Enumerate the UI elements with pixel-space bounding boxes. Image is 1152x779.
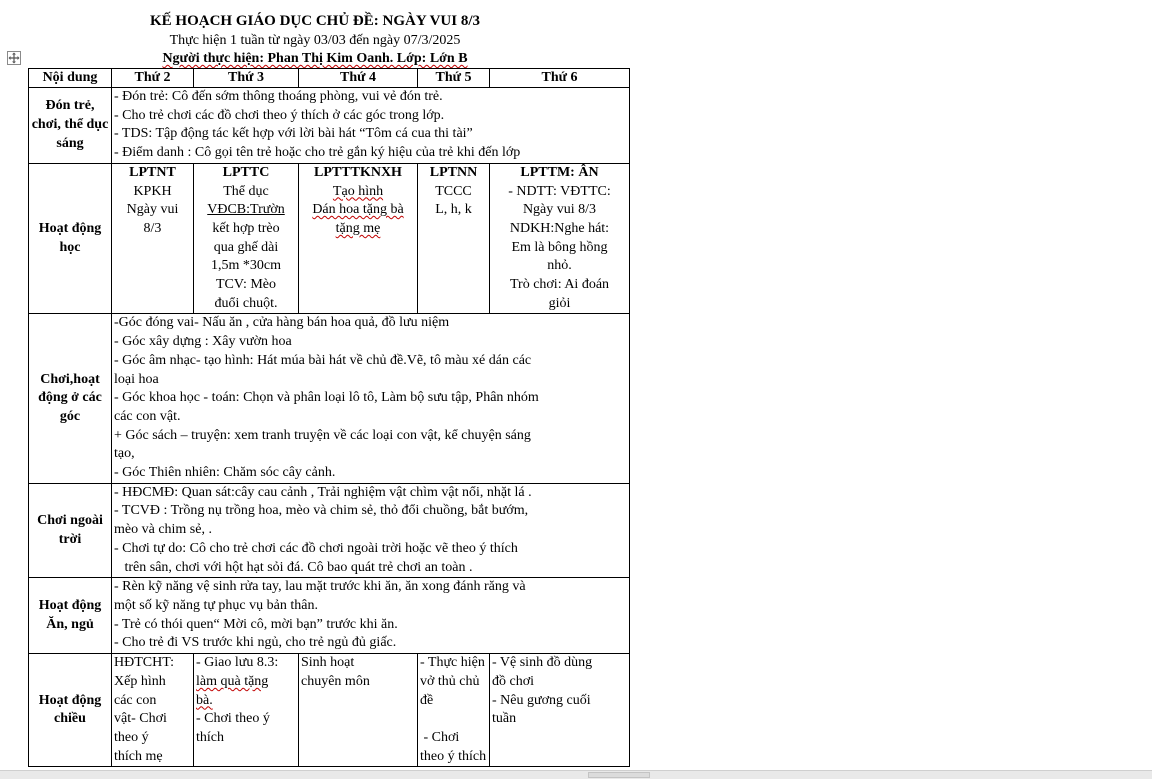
text-line: loại hoa [114, 371, 159, 387]
row-hoat-dong-chieu [29, 654, 630, 767]
author-text: Người thực hiện: Phan Thị Kim Oanh. Lớp: Lớn B [162, 51, 468, 66]
text-line: chuyên môn [301, 673, 370, 689]
hoc-thu-5 [418, 163, 490, 314]
lesson-plan-table [28, 68, 630, 767]
hoc-thu-3 [194, 163, 299, 314]
text-line: giỏi [548, 295, 571, 311]
subject-head: LPTNN [429, 164, 478, 180]
chieu-thu-6 [490, 654, 630, 767]
text-line: - Giao lưu 8.3: [196, 655, 279, 671]
text-line: NDKH:Nghe hát: [509, 220, 610, 236]
text-line: thích [196, 729, 224, 745]
hoc-thu-4 [299, 163, 418, 314]
text-line: -Góc đóng vai- Nấu ăn , cửa hàng bán hoa quả, đồ lưu niệm [114, 315, 450, 331]
text-line: thích mẹ [114, 748, 163, 764]
text-line: + Góc sách – truyện: xem tranh truyện về các loại con vật, kể chuyện sáng [114, 427, 531, 443]
text-line: KPKH [133, 183, 172, 199]
text-line [301, 220, 415, 239]
subject-head: LPTTM: ÂN [520, 164, 599, 180]
don-tre-content [112, 88, 630, 164]
text-line: - Thực hiện [420, 655, 485, 671]
text-line: Ngày vui [126, 202, 179, 218]
text-line: Thể dục [223, 183, 269, 199]
text-line: theo ý [114, 729, 149, 745]
text-line [196, 673, 296, 692]
text-span: tặng mẹ [335, 220, 381, 236]
text-line: đuổi chuột. [214, 295, 278, 311]
text-line: - Chơi theo ý [196, 711, 270, 727]
text-line: - Góc xây dựng : Xây vườn hoa [114, 334, 292, 350]
scrollbar-thumb[interactable] [588, 772, 650, 778]
text-line: HĐTCHT: [114, 655, 174, 671]
header-thu-5: Thứ 5 [418, 69, 490, 88]
text-line: - Góc khoa học - toán: Chọn và phân loại lô tô, Làm bộ sưu tập, Phân nhóm [114, 390, 539, 406]
choi-ngoai-troi-content [112, 483, 630, 578]
text-line: các con vật. [114, 408, 181, 424]
text-line: kết hợp trèo [212, 220, 280, 236]
text-line: nhỏ. [547, 258, 572, 274]
an-ngu-content [112, 578, 630, 654]
row-label-hoat-dong-hoc: Hoạt động học [29, 163, 112, 314]
subject-head: LPTNT [129, 164, 176, 180]
text-line: - Góc âm nhạc- tạo hình: Hát múa bài hát về chủ đề.Vẽ, tô màu xé dán các [114, 352, 532, 368]
text-line: Trò chơi: Ai đoán [509, 277, 610, 293]
text-line: Ngày vui 8/3 [522, 202, 597, 218]
text-line: - Trẻ có thói quen“ Mời cô, mời bạn” trước khi ăn. [114, 616, 398, 632]
row-label-don-tre: Đón trẻ, chơi, thể dục sáng [29, 88, 112, 164]
header-noi-dung: Nội dung [29, 69, 112, 88]
subject-head: LPTTTKNXH [314, 164, 402, 180]
text-line: - Nêu gương cuối [492, 692, 591, 708]
row-label-an-ngu: Hoạt động Ăn, ngủ [29, 578, 112, 654]
text-line: - Cho trẻ đi VS trước khi ngủ, cho trẻ ngủ đủ giấc. [114, 635, 397, 651]
text-span: bà. [196, 692, 213, 708]
row-label-choi-ngoai-troi: Chơi ngoài trời [29, 483, 112, 578]
text-line [420, 710, 487, 729]
text-line: - NDTT: VĐTTC: [508, 183, 611, 199]
text-line: tạo, [114, 446, 135, 462]
text-line: Sinh hoạt [301, 655, 355, 671]
text-line: VĐCB:Trườn [207, 202, 285, 218]
text-line: - Đón trẻ: Cô đến sớm thông thoáng phòng, vui vẻ đón trẻ. [114, 89, 443, 104]
text-line: 8/3 [143, 220, 162, 236]
text-span: Dán hoa tặng bà [312, 202, 404, 218]
text-span: làm quà tặng [196, 673, 269, 689]
document-author [0, 50, 630, 68]
text-line: - Điểm danh : Cô gọi tên trẻ hoặc cho trẻ gắn ký hiệu của trẻ khi đến lớp [114, 145, 521, 161]
text-line: đồ chơi [492, 673, 535, 689]
row-an-ngu [29, 578, 630, 654]
text-line: - Chơi [420, 729, 460, 745]
row-don-tre [29, 88, 630, 164]
text-line: - Chơi tự do: Cô cho trẻ chơi các đồ chơi ngoài trời hoặc vẽ theo ý thích [114, 540, 518, 556]
text-line: mèo và chim sẻ, . [114, 522, 212, 538]
document-title: KẾ HOẠCH GIÁO DỤC CHỦ ĐỀ: NGÀY VUI 8/3 [149, 13, 480, 29]
chieu-thu-2 [112, 654, 194, 767]
row-label-choi-goc: Chơi,hoạt động ở các góc [29, 314, 112, 483]
text-line: Xếp hình [114, 673, 166, 689]
text-line: qua ghế dài [213, 239, 279, 255]
document-subtitle: Thực hiện 1 tuần từ ngày 03/03 đến ngày 07/3/2025 [169, 33, 461, 48]
row-choi-goc [29, 314, 630, 483]
text-line: TCV: Mèo [215, 277, 276, 293]
chieu-thu-3 [194, 654, 299, 767]
table-move-handle-icon[interactable] [7, 51, 21, 65]
header-row [29, 69, 630, 88]
text-line: đề [420, 692, 434, 708]
row-hoat-dong-hoc [29, 163, 630, 314]
subject-head: LPTTC [222, 164, 270, 180]
text-line: tuần [492, 711, 517, 727]
text-line: L, h, k [435, 202, 472, 218]
row-choi-ngoai-troi [29, 483, 630, 578]
text-line: vở thủ chủ [420, 673, 480, 689]
choi-goc-content [112, 314, 630, 483]
text-line: - Cho trẻ chơi các đồ chơi theo ý thích ở các góc trong lớp. [114, 107, 445, 123]
text-line: - Góc Thiên nhiên: Chăm sóc cây cảnh. [114, 465, 336, 481]
text-line: vật- Chơi [114, 711, 167, 727]
header-thu-3: Thứ 3 [194, 69, 299, 88]
text-span: Tạo hình [332, 183, 384, 199]
row-label-hoat-dong-chieu: Hoạt động chiều [29, 654, 112, 767]
text-line: trên sân, chơi với hột hạt sỏi đá. Cô bao quát trẻ chơi an toàn . [114, 559, 473, 575]
text-line: TCCC [435, 183, 472, 199]
text-line: Em là bông hồng [511, 239, 608, 255]
text-line: một số kỹ năng tự phục vụ bản thân. [114, 597, 318, 613]
header-thu-6: Thứ 6 [490, 69, 630, 88]
text-line: - Rèn kỹ năng vệ sinh rửa tay, lau mặt trước khi ăn, ăn xong đánh răng và [114, 579, 526, 595]
text-line [301, 201, 415, 220]
text-line: theo ý thích [420, 748, 487, 764]
hoc-thu-6 [490, 163, 630, 314]
text-line: - Vệ sinh đồ dùng [492, 655, 593, 671]
header-thu-2: Thứ 2 [112, 69, 194, 88]
text-line: 1,5m *30cm [211, 258, 281, 274]
text-line: - TDS: Tập động tác kết hợp với lời bài hát “Tôm cá cua thi tài” [114, 126, 473, 142]
text-line [301, 183, 415, 202]
header-thu-4: Thứ 4 [299, 69, 418, 88]
text-line: các con [114, 692, 157, 708]
hoc-thu-2 [112, 163, 194, 314]
text-line: - HĐCMĐ: Quan sát:cây cau cảnh , Trải nghiệm vật chìm vật nổi, nhặt lá . [114, 484, 532, 500]
chieu-thu-4 [299, 654, 418, 767]
text-line [196, 692, 296, 711]
chieu-thu-5 [418, 654, 490, 767]
text-line: - TCVĐ : Trồng nụ trồng hoa, mèo và chim sẻ, thỏ đổi chuồng, bắt bướm, [114, 503, 529, 519]
